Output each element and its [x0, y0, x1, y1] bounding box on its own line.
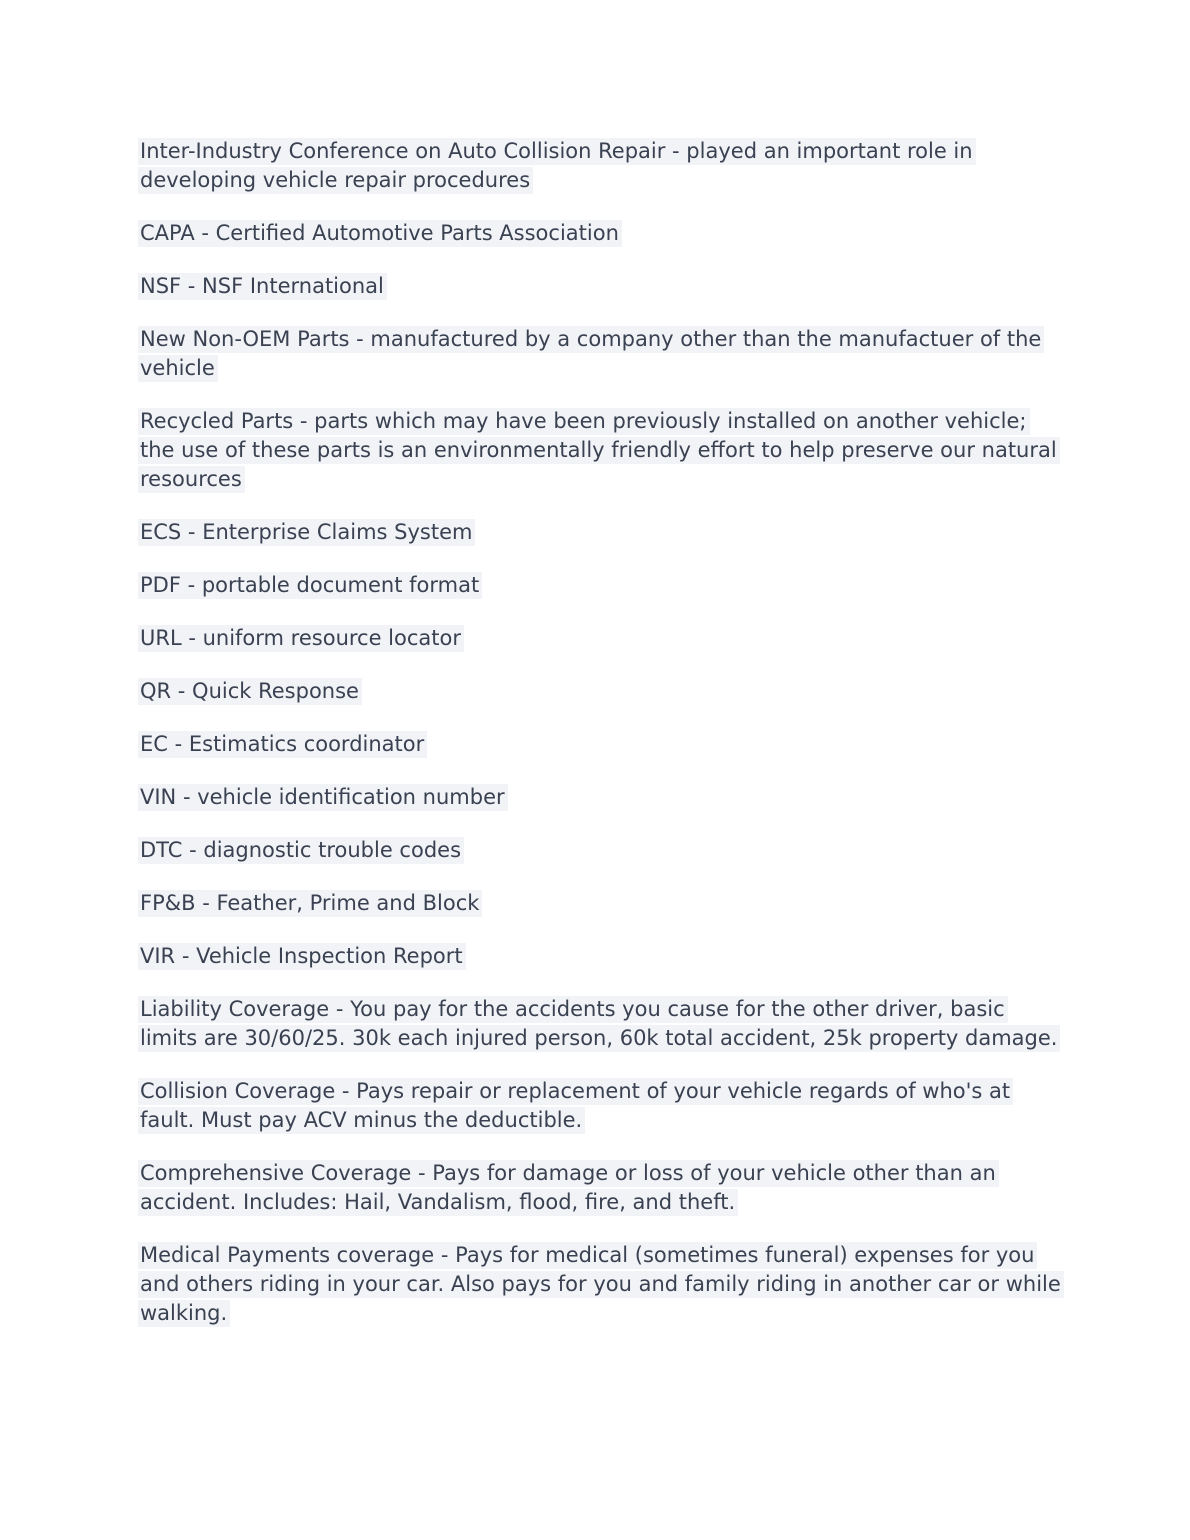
paragraph — [140, 995, 1065, 1053]
highlighted-text: EC - Estimatics coordinator — [138, 731, 427, 758]
highlighted-text: URL - uniform resource locator — [138, 625, 464, 652]
paragraph — [140, 942, 1065, 971]
paragraph — [140, 219, 1065, 248]
highlighted-text: QR - Quick Response — [138, 678, 362, 705]
highlighted-text: DTC - diagnostic trouble codes — [138, 837, 464, 864]
paragraph — [140, 836, 1065, 865]
paragraph — [140, 889, 1065, 918]
highlighted-text: Comprehensive Coverage - Pays for damage or loss of your vehicle other than an accident. Includes: Hail, Vandalism, flood, fire, and theft. — [138, 1160, 999, 1216]
highlighted-text: CAPA - Certified Automotive Parts Association — [138, 220, 622, 247]
highlighted-text: New Non-OEM Parts - manufactured by a company other than the manufactuer of the vehicle — [138, 326, 1044, 382]
paragraph — [140, 1241, 1065, 1328]
highlighted-text: VIN - vehicle identification number — [138, 784, 508, 811]
highlighted-text: ECS - Enterprise Claims System — [138, 519, 475, 546]
paragraph — [140, 677, 1065, 706]
highlighted-text: FP&B - Feather, Prime and Block — [138, 890, 482, 917]
highlighted-text: NSF - NSF International — [138, 273, 387, 300]
highlighted-text: PDF - portable document format — [138, 572, 482, 599]
paragraph — [140, 272, 1065, 301]
paragraph — [140, 783, 1065, 812]
paragraph — [140, 518, 1065, 547]
highlighted-text: VIR - Vehicle Inspection Report — [138, 943, 466, 970]
paragraph — [140, 137, 1065, 195]
paragraph — [140, 571, 1065, 600]
paragraph — [140, 407, 1065, 494]
paragraph — [140, 1159, 1065, 1217]
paragraph — [140, 325, 1065, 383]
highlighted-text: Liability Coverage - You pay for the accidents you cause for the other driver, basic limits are 30/60/25. 30k each injured person, 60k total accident, 25k property damage. — [138, 996, 1060, 1052]
highlighted-text: Inter-Industry Conference on Auto Collision Repair - played an important role in developing vehicle repair procedures — [138, 138, 976, 194]
document-content — [140, 137, 1065, 1328]
highlighted-text: Medical Payments coverage - Pays for medical (sometimes funeral) expenses for you and others riding in your car. Also pays for you and family riding in another car or while walking. — [138, 1242, 1064, 1327]
highlighted-text: Recycled Parts - parts which may have been previously installed on another vehicle; the use of these parts is an environmentally friendly effort to help preserve our natural resources — [138, 408, 1060, 493]
paragraph — [140, 730, 1065, 759]
paragraph — [140, 624, 1065, 653]
paragraph — [140, 1077, 1065, 1135]
highlighted-text: Collision Coverage - Pays repair or replacement of your vehicle regards of who's at fault. Must pay ACV minus the deductible. — [138, 1078, 1013, 1134]
